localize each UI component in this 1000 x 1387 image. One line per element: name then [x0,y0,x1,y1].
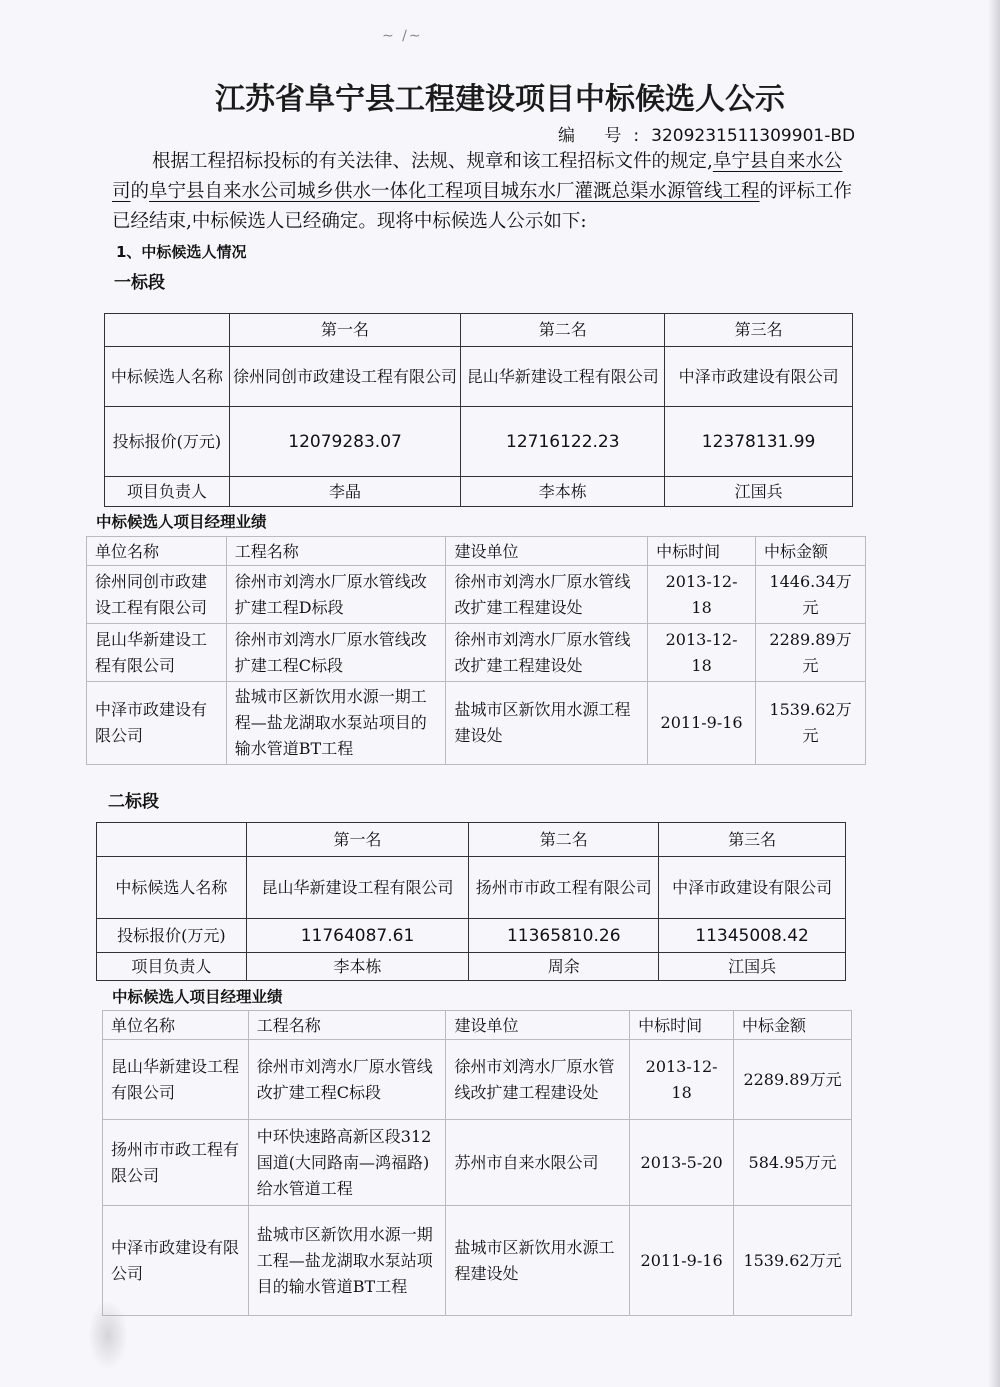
table-row [103,1206,852,1316]
rank-header: 第三名 [665,314,853,347]
column-header: 中标时间 [630,1011,734,1040]
date-cell: 2011-9-16 [630,1206,734,1316]
table-row [87,566,866,624]
owner-cell: 徐州市刘湾水厂原水管线改扩建工程建设处 [446,1040,630,1120]
company-cell: 扬州市市政工程有限公司 [103,1120,249,1206]
table-row [97,823,846,857]
company-cell: 中泽市政建设有限公司 [87,682,227,765]
rank-header: 第一名 [246,823,469,857]
column-header: 工程名称 [248,1011,446,1040]
row-label: 中标候选人名称 [105,347,230,407]
table-row [103,1120,852,1206]
date-cell: 2013-12-18 [630,1040,734,1120]
candidate-name: 昆山华新建设工程有限公司 [246,857,469,919]
row-label: 投标报价(万元) [97,919,247,953]
lot2-title: 二标段 [108,792,159,812]
rank-header: 第二名 [461,314,665,347]
project-cell: 徐州市刘湾水厂原水管线改扩建工程D标段 [226,566,446,624]
owner-cell: 徐州市刘湾水厂原水管线改扩建工程建设处 [446,624,648,682]
bid-price: 11365810.26 [469,919,659,953]
column-header: 建设单位 [446,537,648,566]
project-manager: 李晶 [229,477,461,507]
bid-price: 12378131.99 [665,407,853,477]
owner-cell: 苏州市自来水限公司 [446,1120,630,1206]
lot1-performance-title: 中标候选人项目经理业绩 [96,512,267,531]
project-cell: 盐城市区新饮用水源一期工程—盐龙湖取水泵站项目的输水管道BT工程 [248,1206,446,1316]
table-row [103,1011,852,1040]
row-label: 投标报价(万元) [105,407,230,477]
owner-cell: 徐州市刘湾水厂原水管线改扩建工程建设处 [446,566,648,624]
project-cell: 中环快速路高新区段312国道(大同路南—鸿福路)给水管道工程 [248,1120,446,1206]
column-header: 工程名称 [226,537,446,566]
table-row [87,624,866,682]
rank-header: 第一名 [229,314,461,347]
table-row [105,477,853,507]
section-heading: 1、中标候选人情况 [116,243,247,261]
scan-artifact [88,1300,128,1370]
project-name: 阜宁县自来水公司城乡供水一体化工程项目城东水厂灌溉总渠水源管线工程 [149,181,760,202]
table-row [105,347,853,407]
bid-price: 12079283.07 [229,407,461,477]
project-cell: 盐城市区新饮用水源一期工程—盐龙湖取水泵站项目的输水管道BT工程 [226,682,446,765]
table-row [97,857,846,919]
row-label: 中标候选人名称 [97,857,247,919]
lot1-performance-table [86,536,866,765]
page-edge-shadow [988,0,1000,1387]
table-row [97,953,846,981]
date-cell: 2013-12-18 [648,624,756,682]
document-number [558,121,855,146]
amount-cell: 2289.89万元 [734,1040,852,1120]
project-manager: 李本栋 [246,953,469,981]
document-number-label: 编 号: [558,126,652,146]
candidate-name: 中泽市政建设有限公司 [659,857,846,919]
document-number-value: 3209231511309901-BD [651,126,856,146]
row-label: 项目负责人 [105,477,230,507]
column-header: 中标金额 [734,1011,852,1040]
company-cell: 昆山华新建设工程有限公司 [87,624,227,682]
candidate-name: 中泽市政建设有限公司 [665,347,853,407]
company-cell: 中泽市政建设有限公司 [103,1206,249,1316]
blank-cell [105,314,230,347]
intro-paragraph [112,147,860,237]
scan-artifact: ∼ ∕∼ [382,28,423,44]
project-cell: 徐州市刘湾水厂原水管线改扩建工程C标段 [226,624,446,682]
column-header: 中标时间 [648,537,756,566]
project-manager: 江国兵 [659,953,846,981]
amount-cell: 1446.34万元 [756,566,866,624]
intro-text-3: 的评标工作已经结束,中标候选人已经确定。现将中标候选人公示如下: [112,181,853,232]
tenderer-name: 阜宁县自来水公司 [112,151,843,202]
candidate-name: 扬州市市政工程有限公司 [469,857,659,919]
project-cell: 徐州市刘湾水厂原水管线改扩建工程C标段 [248,1040,446,1120]
table-row [87,682,866,765]
intro-text-1: 根据工程招标投标的有关法律、法规、规章和该工程招标文件的规定, [152,151,713,172]
column-header: 中标金额 [756,537,866,566]
owner-cell: 盐城市区新饮用水源工程建设处 [446,1206,630,1316]
company-cell: 昆山华新建设工程有限公司 [103,1040,249,1120]
lot1-candidate-table [104,313,853,507]
lot2-candidate-table [96,822,846,981]
rank-header: 第二名 [469,823,659,857]
bid-price: 12716122.23 [461,407,665,477]
table-row [97,919,846,953]
column-header: 单位名称 [103,1011,249,1040]
bid-price: 11764087.61 [246,919,469,953]
document-title: 江苏省阜宁县工程建设项目中标候选人公示 [215,82,785,117]
table-row [103,1040,852,1120]
table-row [105,314,853,347]
rank-header: 第三名 [659,823,846,857]
date-cell: 2013-12-18 [648,566,756,624]
bid-price: 11345008.42 [659,919,846,953]
candidate-name: 徐州同创市政建设工程有限公司 [229,347,461,407]
lot2-performance-table [102,1010,852,1316]
date-cell: 2011-9-16 [648,682,756,765]
amount-cell: 1539.62万元 [734,1206,852,1316]
amount-cell: 1539.62万元 [756,682,866,765]
project-manager: 李本栋 [461,477,665,507]
lot1-title: 一标段 [114,273,165,293]
date-cell: 2013-5-20 [630,1120,734,1206]
table-row [87,537,866,566]
column-header: 单位名称 [87,537,227,566]
column-header: 建设单位 [446,1011,630,1040]
table-row [105,407,853,477]
row-label: 项目负责人 [97,953,247,981]
blank-cell [97,823,247,857]
candidate-name: 昆山华新建设工程有限公司 [461,347,665,407]
company-cell: 徐州同创市政建设工程有限公司 [87,566,227,624]
project-manager: 周余 [469,953,659,981]
project-manager: 江国兵 [665,477,853,507]
owner-cell: 盐城市区新饮用水源工程建设处 [446,682,648,765]
intro-text-2: 的 [130,181,150,202]
amount-cell: 2289.89万元 [756,624,866,682]
lot2-performance-title: 中标候选人项目经理业绩 [112,987,283,1006]
amount-cell: 584.95万元 [734,1120,852,1206]
